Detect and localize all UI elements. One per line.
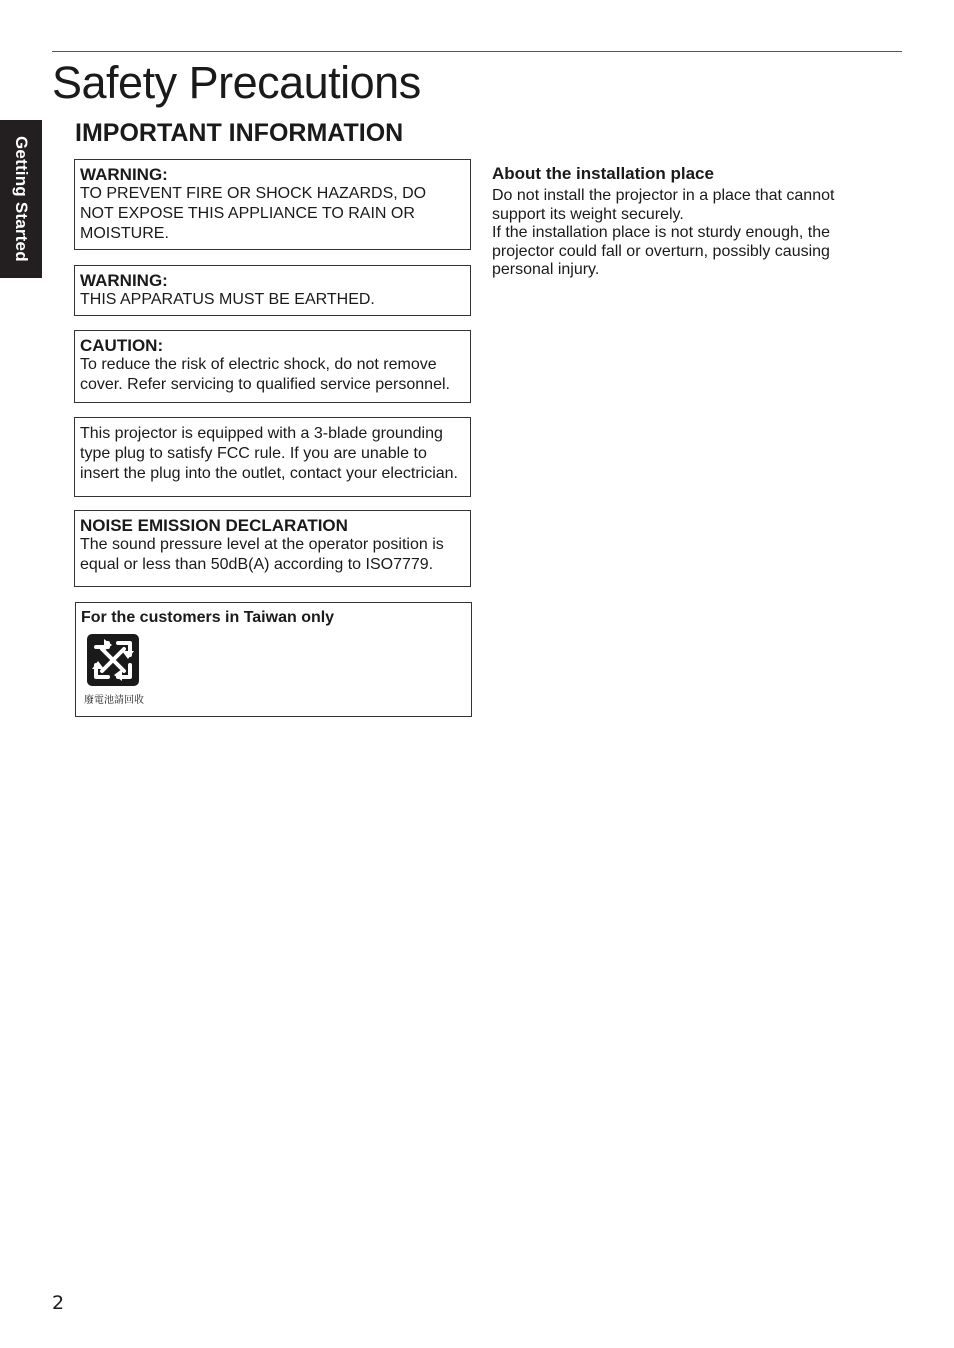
noise-heading: NOISE EMISSION DECLARATION <box>80 516 348 535</box>
caution-text: To reduce the risk of electric shock, do not remove cover. Refer servicing to qualified service personnel. <box>80 356 450 393</box>
noise-text: The sound pressure level at the operator position is equal or less than 50dB(A) according to ISO7779. <box>80 536 444 573</box>
battery-recycle-icon <box>86 633 140 687</box>
recycle-caption: 廢電池請回收 <box>84 695 144 706</box>
page-number: 2 <box>52 1292 65 1314</box>
warning-box-fire-shock <box>74 159 471 250</box>
page-title: Safety Precautions <box>52 57 421 108</box>
caution-heading: CAUTION: <box>80 336 164 355</box>
installation-text-2: If the installation place is not sturdy enough, the projector could fall or overturn, possibly causing personal injury. <box>492 224 830 279</box>
fcc-grounding-box <box>74 417 471 497</box>
warning-heading: WARNING: <box>80 165 168 184</box>
installation-section <box>492 164 854 280</box>
warning-text: TO PREVENT FIRE OR SHOCK HAZARDS, DO NOT EXPOSE THIS APPLIANCE TO RAIN OR MOISTURE. <box>80 185 427 242</box>
warning-box-earthed <box>74 265 471 316</box>
taiwan-customers-box <box>75 602 472 717</box>
side-tab-label: Getting Started <box>12 136 31 262</box>
installation-heading: About the installation place <box>492 164 714 183</box>
section-title: IMPORTANT INFORMATION <box>75 119 404 147</box>
caution-box <box>74 330 471 403</box>
warning-text: THIS APPARATUS MUST BE EARTHED. <box>80 291 375 308</box>
top-rule <box>52 51 902 52</box>
installation-text-1: Do not install the projector in a place that cannot support its weight securely. <box>492 187 835 223</box>
taiwan-heading: For the customers in Taiwan only <box>81 609 335 626</box>
noise-emission-box <box>74 510 471 587</box>
side-tab-getting-started[interactable] <box>0 120 42 278</box>
fcc-text: This projector is equipped with a 3-blade grounding type plug to satisfy FCC rule. If you are unable to insert the plug into the outlet, contact your electrician. <box>80 425 458 482</box>
warning-heading: WARNING: <box>80 271 168 290</box>
